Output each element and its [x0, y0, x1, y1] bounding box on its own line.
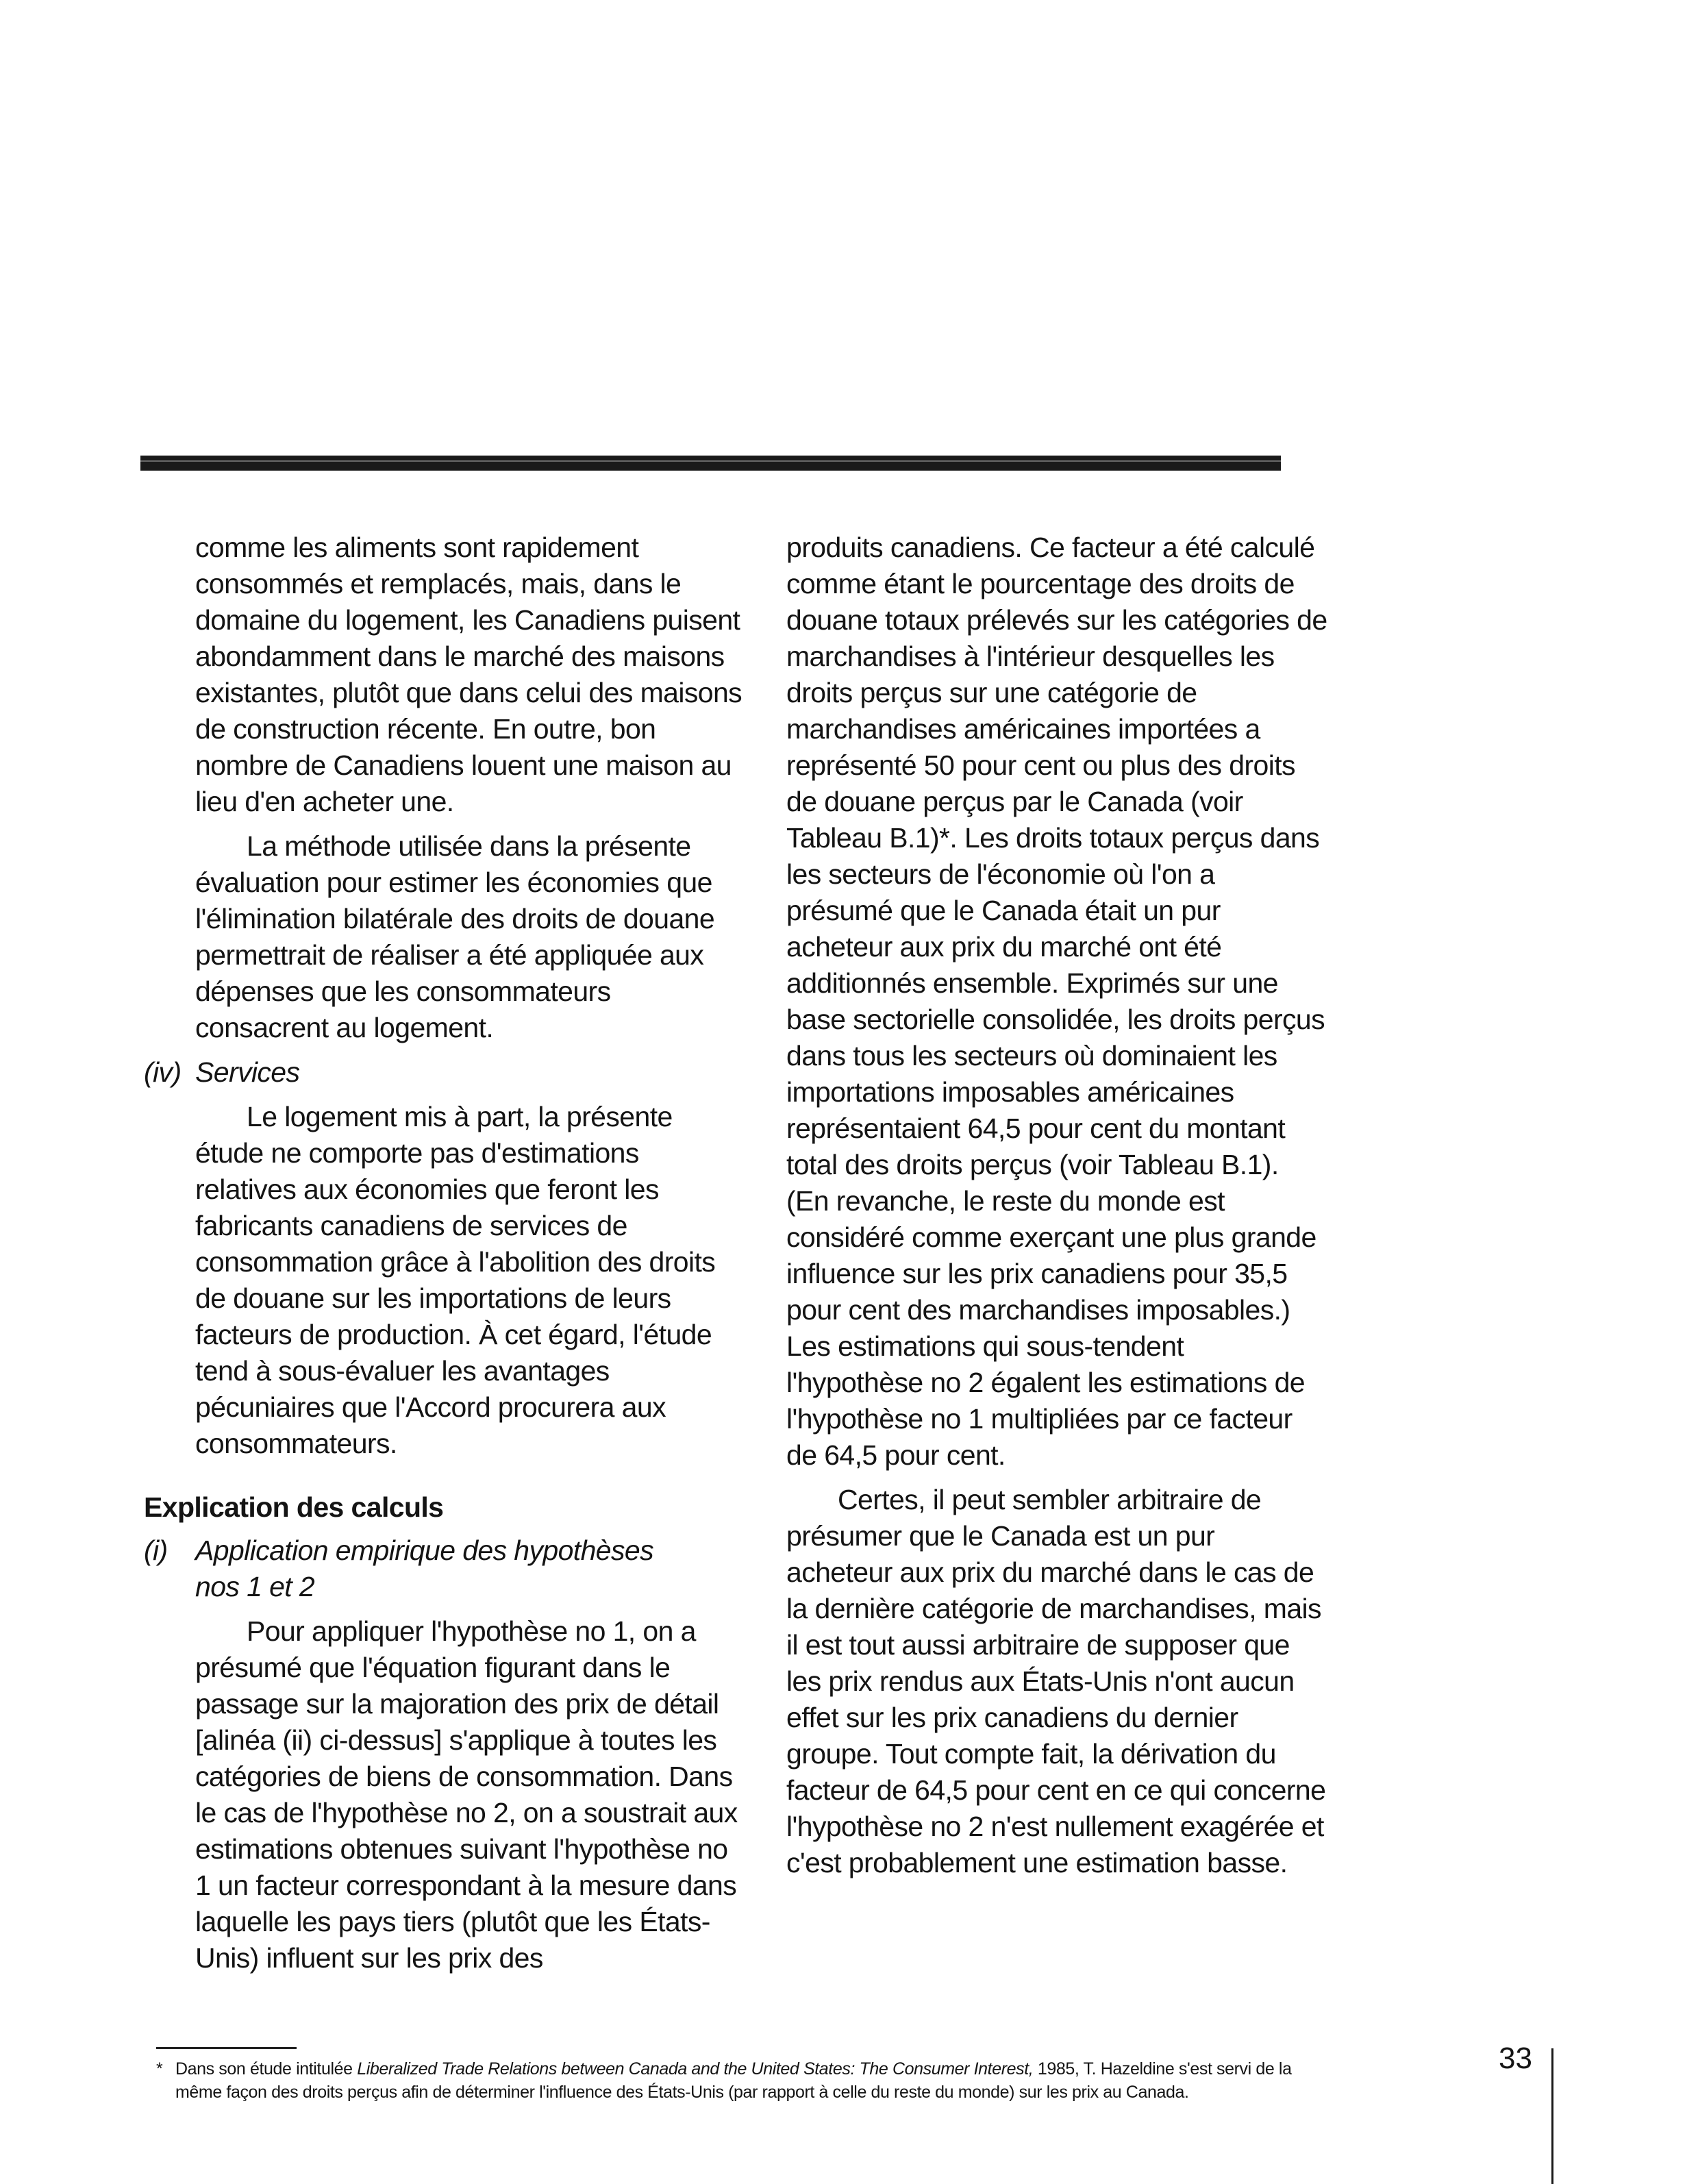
footnote-text [175, 2057, 1334, 2104]
left-paragraph-2: La méthode utilisée dans la présente évaluation pour estimer les économies que l'élimination bilatérale des droits de douane permettrait de réaliser a été appliquée aux dépenses que les consommateurs consacrent au logement. [195, 830, 715, 1043]
item-iv-number: (iv) [144, 1056, 182, 1088]
page-number: 33 [1499, 2042, 1532, 2075]
right-paragraph-2: Certes, il peut sembler arbitraire de présumer que le Canada est un pur acheteur aux prix du marché dans le cas de la dernière catégorie de marchandises, mais il est tout aussi arbitraire de supposer que les prix rendus aux États-Unis n'ont aucun effet sur les prix canadiens du dernier groupe. Tout compte fait, la dérivation du facteur de 64,5 pour cent en ce qui concerne l'hypothèse no 2 n'est nullement exagérée et c'est probablement une estimation basse. [786, 1484, 1326, 1878]
item-i-label [144, 1532, 747, 1605]
left-column [144, 530, 747, 1976]
right-paragraph-1: produits canadiens. Ce facteur a été calculé comme étant le pourcentage des droits de douane totaux prélevés sur les catégories de marchandises à l'intérieur desquelles les droits perçus sur une catégorie de marchandises américaines importées a représenté 50 pour cent ou plus des droits de douane perçus par le Canada (voir Tableau B.1)*. Les droits totaux perçus dans les secteurs de l'économie où l'on a présumé que le Canada était un pur acheteur aux prix du marché ont été additionnés ensemble. Exprimés sur une base sectorielle consolidée, les droits perçus dans tous les secteurs où dominaient les importations imposables américaines représentaient 64,5 pour cent du montant total des droits perçus (voir Tableau B.1). (En revanche, le reste du monde est considéré comme exerçant une plus grande influence sur les prix canadiens pour 35,5 pour cent des marchandises imposables.) Les estimations qui sous-tendent l'hypothèse no 2 égalent les estimations de l'hypothèse no 1 multipliées par ce facteur de 64,5 pour cent. [786, 532, 1327, 1471]
footnote [156, 2057, 1334, 2104]
footnote-mark: * [156, 2059, 163, 2078]
item-i-title: Application empirique des hypothèses nos 1 et 2 [195, 1535, 653, 1602]
footnote-title: Liberalized Trade Relations between Canada and the United States: The Consumer Interest, [357, 2059, 1034, 2078]
footnote-before-title: Dans son étude intitulée [175, 2059, 353, 2078]
header-rule [140, 456, 1281, 471]
left-paragraph-1: comme les aliments sont rapidement consommés et remplacés, mais, dans le domaine du logement, les Canadiens puisent abondamment dans le marché des maisons existantes, plutôt que dans celui des maisons de construction récente. En outre, bon nombre de Canadiens louent une maison au lieu d'en acheter une. [195, 532, 742, 817]
right-column [786, 530, 1327, 1881]
footnote-after-title: 1985, T. Hazeldine s'est servi de la même façon des droits perçus afin de déterminer l'influence des États-Unis (par rapport à celle du reste du monde) sur les prix au Canada. [175, 2059, 1292, 2102]
item-iv-label [144, 1054, 747, 1091]
left-paragraph-4: Pour appliquer l'hypothèse no 1, on a présumé que l'équation figurant dans le passage sur la majoration des prix de détail [alinéa (ii) ci-dessus] s'applique à toutes les catégories de biens de consommation. Dans le cas de l'hypothèse no 2, on a soustrait aux estimations obtenues suivant l'hypothèse no 1 un facteur correspondant à la mesure dans laquelle les pays tiers (plutôt que les États-Unis) influent sur les prix des [195, 1615, 738, 1974]
left-paragraph-3: Le logement mis à part, la présente étude ne comporte pas d'estimations relatives aux économies que feront les fabricants canadiens de services de consommation grâce à l'abolition des droits de douane sur les importations de leurs facteurs de production. À cet égard, l'étude tend à sous-évaluer les avantages pécuniaires que l'Accord procurera aux consommateurs. [195, 1101, 716, 1459]
item-i-number: (i) [144, 1535, 168, 1566]
section-heading: Explication des calculs [144, 1491, 444, 1523]
footnote-rule [156, 2047, 297, 2049]
item-iv-title: Services [195, 1056, 300, 1088]
page-edge-line [1551, 2048, 1553, 2184]
